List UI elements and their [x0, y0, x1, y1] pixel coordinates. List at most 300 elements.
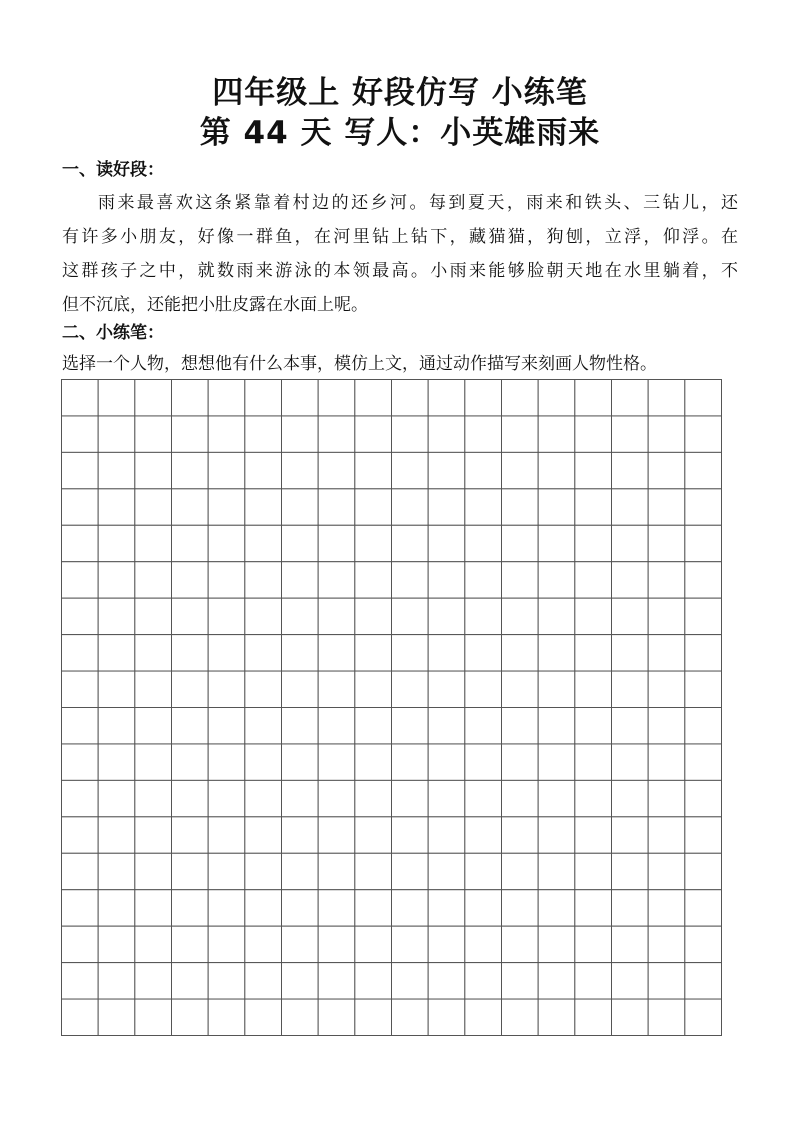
- grid-cell[interactable]: [355, 853, 392, 889]
- grid-cell[interactable]: [282, 635, 319, 671]
- grid-cell[interactable]: [392, 926, 429, 962]
- grid-cell[interactable]: [465, 853, 502, 889]
- grid-cell[interactable]: [282, 817, 319, 853]
- grid-cell[interactable]: [648, 562, 685, 598]
- grid-cell[interactable]: [575, 635, 612, 671]
- grid-cell[interactable]: [392, 853, 429, 889]
- grid-cell[interactable]: [648, 963, 685, 999]
- grid-cell[interactable]: [208, 708, 245, 744]
- grid-cell[interactable]: [685, 780, 722, 816]
- grid-cell[interactable]: [62, 452, 99, 488]
- grid-cell[interactable]: [208, 635, 245, 671]
- grid-cell[interactable]: [135, 853, 172, 889]
- grid-cell[interactable]: [208, 853, 245, 889]
- grid-cell[interactable]: [98, 380, 135, 416]
- grid-cell[interactable]: [208, 780, 245, 816]
- grid-cell[interactable]: [502, 999, 539, 1035]
- grid-cell[interactable]: [62, 708, 99, 744]
- grid-cell[interactable]: [62, 963, 99, 999]
- grid-cell[interactable]: [318, 890, 355, 926]
- grid-cell[interactable]: [502, 452, 539, 488]
- grid-cell[interactable]: [648, 452, 685, 488]
- grid-cell[interactable]: [62, 525, 99, 561]
- grid-cell[interactable]: [62, 780, 99, 816]
- grid-cell[interactable]: [392, 416, 429, 452]
- grid-cell[interactable]: [245, 635, 282, 671]
- grid-cell[interactable]: [575, 562, 612, 598]
- grid-cell[interactable]: [98, 817, 135, 853]
- grid-cell[interactable]: [612, 416, 649, 452]
- grid-cell[interactable]: [98, 890, 135, 926]
- grid-cell[interactable]: [502, 963, 539, 999]
- grid-cell[interactable]: [98, 926, 135, 962]
- grid-cell[interactable]: [575, 598, 612, 634]
- grid-cell[interactable]: [355, 525, 392, 561]
- grid-cell[interactable]: [538, 817, 575, 853]
- grid-cell[interactable]: [685, 598, 722, 634]
- grid-cell[interactable]: [612, 817, 649, 853]
- grid-cell[interactable]: [62, 744, 99, 780]
- grid-cell[interactable]: [392, 671, 429, 707]
- grid-cell[interactable]: [208, 452, 245, 488]
- grid-cell[interactable]: [538, 671, 575, 707]
- grid-cell[interactable]: [648, 780, 685, 816]
- grid-cell[interactable]: [648, 744, 685, 780]
- grid-cell[interactable]: [538, 708, 575, 744]
- grid-cell[interactable]: [575, 380, 612, 416]
- grid-cell[interactable]: [502, 708, 539, 744]
- grid-cell[interactable]: [612, 452, 649, 488]
- grid-cell[interactable]: [612, 671, 649, 707]
- grid-cell[interactable]: [172, 780, 209, 816]
- grid-cell[interactable]: [575, 489, 612, 525]
- grid-cell[interactable]: [355, 489, 392, 525]
- grid-cell[interactable]: [502, 598, 539, 634]
- grid-cell[interactable]: [135, 963, 172, 999]
- writing-grid[interactable]: [61, 379, 722, 1036]
- grid-cell[interactable]: [355, 999, 392, 1035]
- grid-cell[interactable]: [428, 926, 465, 962]
- grid-cell[interactable]: [62, 416, 99, 452]
- grid-cell[interactable]: [612, 380, 649, 416]
- grid-cell[interactable]: [575, 780, 612, 816]
- grid-cell[interactable]: [355, 562, 392, 598]
- grid-cell[interactable]: [428, 671, 465, 707]
- grid-cell[interactable]: [208, 671, 245, 707]
- grid-cell[interactable]: [282, 780, 319, 816]
- grid-cell[interactable]: [318, 489, 355, 525]
- grid-cell[interactable]: [685, 963, 722, 999]
- grid-cell[interactable]: [465, 525, 502, 561]
- grid-cell[interactable]: [428, 817, 465, 853]
- grid-cell[interactable]: [575, 416, 612, 452]
- grid-cell[interactable]: [502, 635, 539, 671]
- grid-cell[interactable]: [575, 671, 612, 707]
- grid-cell[interactable]: [538, 999, 575, 1035]
- grid-cell[interactable]: [172, 562, 209, 598]
- grid-cell[interactable]: [502, 489, 539, 525]
- grid-cell[interactable]: [282, 671, 319, 707]
- grid-cell[interactable]: [428, 890, 465, 926]
- grid-cell[interactable]: [392, 635, 429, 671]
- grid-cell[interactable]: [538, 489, 575, 525]
- grid-cell[interactable]: [282, 562, 319, 598]
- grid-cell[interactable]: [318, 416, 355, 452]
- grid-cell[interactable]: [172, 708, 209, 744]
- grid-cell[interactable]: [172, 890, 209, 926]
- grid-cell[interactable]: [575, 452, 612, 488]
- grid-cell[interactable]: [135, 708, 172, 744]
- grid-cell[interactable]: [208, 416, 245, 452]
- grid-cell[interactable]: [98, 999, 135, 1035]
- grid-cell[interactable]: [465, 926, 502, 962]
- grid-cell[interactable]: [355, 671, 392, 707]
- grid-cell[interactable]: [62, 635, 99, 671]
- grid-cell[interactable]: [282, 744, 319, 780]
- grid-cell[interactable]: [318, 708, 355, 744]
- grid-cell[interactable]: [245, 525, 282, 561]
- grid-cell[interactable]: [465, 671, 502, 707]
- grid-cell[interactable]: [648, 708, 685, 744]
- grid-cell[interactable]: [428, 853, 465, 889]
- grid-cell[interactable]: [62, 671, 99, 707]
- grid-cell[interactable]: [465, 963, 502, 999]
- grid-cell[interactable]: [685, 999, 722, 1035]
- grid-cell[interactable]: [208, 963, 245, 999]
- grid-cell[interactable]: [245, 416, 282, 452]
- grid-cell[interactable]: [318, 999, 355, 1035]
- grid-cell[interactable]: [538, 452, 575, 488]
- grid-cell[interactable]: [465, 562, 502, 598]
- grid-cell[interactable]: [502, 744, 539, 780]
- grid-cell[interactable]: [135, 416, 172, 452]
- grid-cell[interactable]: [318, 525, 355, 561]
- grid-cell[interactable]: [428, 780, 465, 816]
- grid-cell[interactable]: [685, 744, 722, 780]
- grid-cell[interactable]: [172, 999, 209, 1035]
- grid-cell[interactable]: [208, 489, 245, 525]
- grid-cell[interactable]: [318, 452, 355, 488]
- grid-cell[interactable]: [282, 890, 319, 926]
- grid-cell[interactable]: [245, 489, 282, 525]
- grid-cell[interactable]: [318, 963, 355, 999]
- grid-cell[interactable]: [685, 817, 722, 853]
- grid-cell[interactable]: [465, 708, 502, 744]
- grid-cell[interactable]: [355, 963, 392, 999]
- grid-cell[interactable]: [612, 525, 649, 561]
- grid-cell[interactable]: [502, 780, 539, 816]
- grid-cell[interactable]: [685, 380, 722, 416]
- grid-cell[interactable]: [245, 817, 282, 853]
- grid-cell[interactable]: [428, 744, 465, 780]
- grid-cell[interactable]: [685, 489, 722, 525]
- grid-cell[interactable]: [465, 380, 502, 416]
- grid-cell[interactable]: [318, 817, 355, 853]
- grid-cell[interactable]: [502, 671, 539, 707]
- grid-cell[interactable]: [135, 671, 172, 707]
- grid-cell[interactable]: [575, 890, 612, 926]
- grid-cell[interactable]: [465, 817, 502, 853]
- grid-cell[interactable]: [392, 380, 429, 416]
- grid-cell[interactable]: [172, 416, 209, 452]
- grid-cell[interactable]: [318, 744, 355, 780]
- grid-cell[interactable]: [648, 671, 685, 707]
- grid-cell[interactable]: [318, 380, 355, 416]
- grid-cell[interactable]: [465, 489, 502, 525]
- grid-cell[interactable]: [282, 525, 319, 561]
- grid-cell[interactable]: [355, 598, 392, 634]
- grid-cell[interactable]: [612, 890, 649, 926]
- grid-cell[interactable]: [392, 890, 429, 926]
- grid-cell[interactable]: [135, 744, 172, 780]
- grid-cell[interactable]: [208, 890, 245, 926]
- grid-cell[interactable]: [538, 853, 575, 889]
- grid-cell[interactable]: [135, 926, 172, 962]
- grid-cell[interactable]: [135, 489, 172, 525]
- grid-cell[interactable]: [98, 853, 135, 889]
- grid-cell[interactable]: [575, 744, 612, 780]
- grid-cell[interactable]: [98, 780, 135, 816]
- grid-cell[interactable]: [282, 963, 319, 999]
- grid-cell[interactable]: [648, 380, 685, 416]
- grid-cell[interactable]: [538, 926, 575, 962]
- grid-cell[interactable]: [282, 999, 319, 1035]
- grid-cell[interactable]: [355, 890, 392, 926]
- grid-cell[interactable]: [685, 635, 722, 671]
- grid-cell[interactable]: [392, 963, 429, 999]
- grid-cell[interactable]: [172, 489, 209, 525]
- grid-cell[interactable]: [428, 380, 465, 416]
- grid-cell[interactable]: [98, 963, 135, 999]
- grid-cell[interactable]: [355, 817, 392, 853]
- grid-cell[interactable]: [62, 853, 99, 889]
- grid-cell[interactable]: [612, 708, 649, 744]
- grid-cell[interactable]: [282, 926, 319, 962]
- grid-cell[interactable]: [135, 525, 172, 561]
- grid-cell[interactable]: [208, 380, 245, 416]
- grid-cell[interactable]: [612, 780, 649, 816]
- grid-cell[interactable]: [172, 598, 209, 634]
- grid-cell[interactable]: [98, 489, 135, 525]
- grid-cell[interactable]: [465, 598, 502, 634]
- grid-cell[interactable]: [135, 780, 172, 816]
- grid-cell[interactable]: [62, 598, 99, 634]
- grid-cell[interactable]: [135, 562, 172, 598]
- grid-cell[interactable]: [428, 598, 465, 634]
- grid-cell[interactable]: [282, 452, 319, 488]
- grid-cell[interactable]: [392, 780, 429, 816]
- grid-cell[interactable]: [98, 452, 135, 488]
- grid-cell[interactable]: [428, 999, 465, 1035]
- grid-cell[interactable]: [538, 416, 575, 452]
- grid-cell[interactable]: [392, 452, 429, 488]
- grid-cell[interactable]: [648, 416, 685, 452]
- grid-cell[interactable]: [428, 963, 465, 999]
- grid-cell[interactable]: [282, 380, 319, 416]
- grid-cell[interactable]: [208, 817, 245, 853]
- grid-cell[interactable]: [465, 635, 502, 671]
- grid-cell[interactable]: [245, 452, 282, 488]
- grid-cell[interactable]: [172, 525, 209, 561]
- grid-cell[interactable]: [648, 489, 685, 525]
- grid-cell[interactable]: [612, 598, 649, 634]
- grid-cell[interactable]: [355, 708, 392, 744]
- grid-cell[interactable]: [172, 452, 209, 488]
- grid-cell[interactable]: [245, 890, 282, 926]
- grid-cell[interactable]: [62, 926, 99, 962]
- grid-cell[interactable]: [245, 926, 282, 962]
- grid-cell[interactable]: [538, 780, 575, 816]
- grid-cell[interactable]: [245, 598, 282, 634]
- grid-cell[interactable]: [245, 780, 282, 816]
- grid-cell[interactable]: [98, 525, 135, 561]
- grid-cell[interactable]: [538, 890, 575, 926]
- grid-cell[interactable]: [355, 380, 392, 416]
- grid-cell[interactable]: [502, 416, 539, 452]
- grid-cell[interactable]: [98, 744, 135, 780]
- grid-cell[interactable]: [282, 853, 319, 889]
- grid-cell[interactable]: [502, 525, 539, 561]
- grid-cell[interactable]: [135, 817, 172, 853]
- grid-cell[interactable]: [172, 380, 209, 416]
- grid-cell[interactable]: [98, 562, 135, 598]
- grid-cell[interactable]: [318, 635, 355, 671]
- grid-cell[interactable]: [502, 853, 539, 889]
- grid-cell[interactable]: [648, 999, 685, 1035]
- grid-cell[interactable]: [172, 963, 209, 999]
- grid-cell[interactable]: [575, 525, 612, 561]
- grid-cell[interactable]: [245, 708, 282, 744]
- grid-cell[interactable]: [428, 452, 465, 488]
- grid-cell[interactable]: [465, 890, 502, 926]
- grid-cell[interactable]: [648, 890, 685, 926]
- grid-cell[interactable]: [282, 416, 319, 452]
- grid-cell[interactable]: [428, 489, 465, 525]
- grid-cell[interactable]: [502, 926, 539, 962]
- grid-cell[interactable]: [612, 489, 649, 525]
- grid-cell[interactable]: [648, 817, 685, 853]
- grid-cell[interactable]: [245, 963, 282, 999]
- grid-cell[interactable]: [135, 452, 172, 488]
- grid-cell[interactable]: [62, 817, 99, 853]
- grid-cell[interactable]: [465, 416, 502, 452]
- grid-cell[interactable]: [428, 708, 465, 744]
- grid-cell[interactable]: [428, 635, 465, 671]
- grid-cell[interactable]: [245, 853, 282, 889]
- grid-cell[interactable]: [172, 671, 209, 707]
- grid-cell[interactable]: [135, 380, 172, 416]
- grid-cell[interactable]: [392, 562, 429, 598]
- grid-cell[interactable]: [245, 744, 282, 780]
- grid-cell[interactable]: [392, 708, 429, 744]
- grid-cell[interactable]: [538, 598, 575, 634]
- grid-cell[interactable]: [502, 380, 539, 416]
- grid-cell[interactable]: [612, 963, 649, 999]
- grid-cell[interactable]: [355, 452, 392, 488]
- grid-cell[interactable]: [538, 744, 575, 780]
- grid-cell[interactable]: [282, 708, 319, 744]
- grid-cell[interactable]: [245, 562, 282, 598]
- grid-cell[interactable]: [612, 562, 649, 598]
- grid-cell[interactable]: [62, 890, 99, 926]
- grid-cell[interactable]: [172, 744, 209, 780]
- grid-cell[interactable]: [538, 635, 575, 671]
- grid-cell[interactable]: [502, 890, 539, 926]
- grid-cell[interactable]: [465, 780, 502, 816]
- grid-cell[interactable]: [612, 853, 649, 889]
- grid-cell[interactable]: [392, 999, 429, 1035]
- grid-cell[interactable]: [208, 598, 245, 634]
- grid-cell[interactable]: [245, 671, 282, 707]
- grid-cell[interactable]: [502, 817, 539, 853]
- grid-cell[interactable]: [245, 999, 282, 1035]
- grid-cell[interactable]: [685, 890, 722, 926]
- grid-cell[interactable]: [575, 853, 612, 889]
- grid-cell[interactable]: [428, 416, 465, 452]
- grid-cell[interactable]: [98, 708, 135, 744]
- grid-cell[interactable]: [318, 780, 355, 816]
- grid-cell[interactable]: [538, 525, 575, 561]
- grid-cell[interactable]: [135, 598, 172, 634]
- grid-cell[interactable]: [355, 926, 392, 962]
- grid-cell[interactable]: [648, 926, 685, 962]
- grid-cell[interactable]: [575, 708, 612, 744]
- grid-cell[interactable]: [208, 926, 245, 962]
- grid-cell[interactable]: [502, 562, 539, 598]
- grid-cell[interactable]: [648, 598, 685, 634]
- grid-cell[interactable]: [465, 744, 502, 780]
- grid-cell[interactable]: [392, 489, 429, 525]
- grid-cell[interactable]: [318, 671, 355, 707]
- grid-cell[interactable]: [318, 853, 355, 889]
- grid-cell[interactable]: [172, 635, 209, 671]
- grid-cell[interactable]: [465, 452, 502, 488]
- grid-cell[interactable]: [538, 963, 575, 999]
- grid-cell[interactable]: [318, 598, 355, 634]
- grid-cell[interactable]: [172, 817, 209, 853]
- grid-cell[interactable]: [392, 525, 429, 561]
- grid-cell[interactable]: [355, 416, 392, 452]
- grid-cell[interactable]: [575, 999, 612, 1035]
- grid-cell[interactable]: [685, 671, 722, 707]
- grid-cell[interactable]: [62, 999, 99, 1035]
- grid-cell[interactable]: [612, 744, 649, 780]
- grid-cell[interactable]: [648, 853, 685, 889]
- grid-cell[interactable]: [282, 489, 319, 525]
- grid-cell[interactable]: [612, 926, 649, 962]
- grid-cell[interactable]: [465, 999, 502, 1035]
- grid-cell[interactable]: [172, 853, 209, 889]
- grid-cell[interactable]: [98, 598, 135, 634]
- grid-cell[interactable]: [135, 635, 172, 671]
- grid-cell[interactable]: [208, 525, 245, 561]
- grid-cell[interactable]: [612, 999, 649, 1035]
- grid-cell[interactable]: [318, 562, 355, 598]
- grid-cell[interactable]: [685, 926, 722, 962]
- grid-cell[interactable]: [685, 562, 722, 598]
- grid-cell[interactable]: [428, 525, 465, 561]
- grid-cell[interactable]: [282, 598, 319, 634]
- grid-cell[interactable]: [575, 926, 612, 962]
- grid-cell[interactable]: [648, 525, 685, 561]
- grid-cell[interactable]: [98, 416, 135, 452]
- grid-cell[interactable]: [135, 999, 172, 1035]
- grid-cell[interactable]: [172, 926, 209, 962]
- grid-cell[interactable]: [98, 671, 135, 707]
- grid-cell[interactable]: [208, 999, 245, 1035]
- grid-cell[interactable]: [685, 853, 722, 889]
- grid-cell[interactable]: [135, 890, 172, 926]
